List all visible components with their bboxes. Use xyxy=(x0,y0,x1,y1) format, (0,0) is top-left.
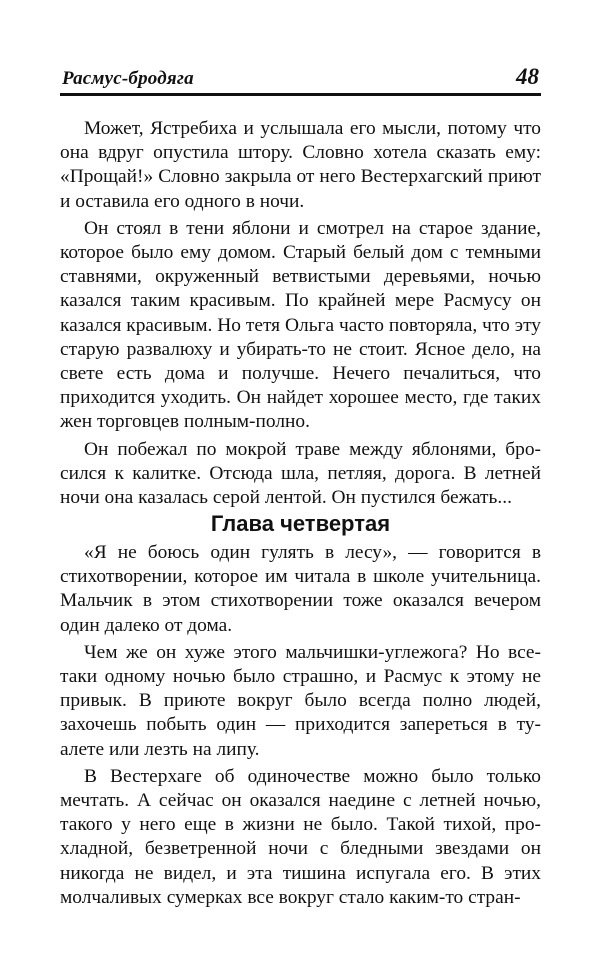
paragraph: Может, Ястребиха и услышала его мысли, потому что она вдруг опустила штору. Словно хотела сказать ему: «Прощай!» Словно закрыла от него Вестерхагский приют и оставила его одного в ночи. xyxy=(60,118,541,212)
paragraph: «Я не боюсь один гулять в лесу», — говорится в стихотворении, которое им читала в школе учительница. Мальчик в этом стихотворении тоже оказался вечером один далеко от дома. xyxy=(60,542,541,636)
body-text-section-two xyxy=(60,541,541,913)
paragraph: Он стоял в тени яблони и смотрел на старое здание, которое было ему домом. Старый белый дом с темными ставнями, окруженный ветвистыми деревьями, ночью казался таким красивым. По крайней мере Расмусу он казался красивым. Но тетя Ольга часто повторяла, что эту старую развалюху и убирать-то не стоит. Ясное дело, на свете есть дома и получше. Нечего печалиться, что приходится уходить. Он найдет хорошее место, где таких жен торговцев полным-полно. xyxy=(60,217,541,433)
running-header xyxy=(60,64,541,94)
running-title: Расмус-бродяга xyxy=(62,68,194,89)
body-text-section-one xyxy=(60,117,541,513)
paragraph: Чем же он хуже этого мальчишки-углежога? Но все-таки одному ночью было страшно, и Расмус к этому не привык. В приюте вокруг было всегда полно людей, захочешь побыть один — приходится запереться в туалете или лезть на липу. xyxy=(60,641,541,760)
paragraph: Он побежал по мокрой траве между яблонями, бросился к калитке. Отсюда шла, петляя, дорога. В летней ночи она казалась серой лентой. Он пустился бежать... xyxy=(60,438,541,509)
chapter-title: Глава четвертая xyxy=(210,511,391,537)
page-number: 48 xyxy=(516,64,539,89)
paragraph: В Вестерхаге об одиночестве можно было только мечтать. А сейчас он оказался наедине с летней ночью, такого у него еще в жизни не было. Такой тихой, прохладной, безветренной ночи с бледными звездами он никогда не видел, и эта тишина испугала его. В этих молчаливых сумерках все вокруг стало каким-то стран- xyxy=(60,765,541,908)
header-rule xyxy=(60,93,541,96)
